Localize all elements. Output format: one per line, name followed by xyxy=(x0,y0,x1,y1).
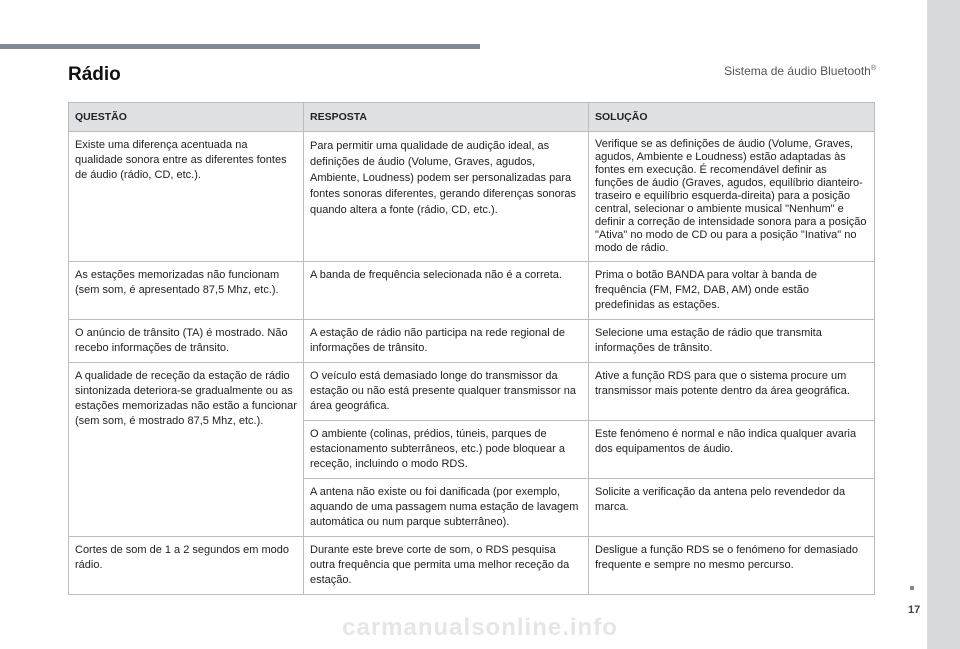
solution-cell: Prima o botão BANDA para voltar à banda de frequência (FM, FM2, DAB, AM) onde estão predefinidas as estações. xyxy=(589,262,875,320)
table-row xyxy=(69,537,875,595)
solution-cell: Ative a função RDS para que o sistema procure um transmissor mais potente dentro da área geográfica. xyxy=(589,363,875,421)
chapter-title: Sistema de áudio Bluetooth® xyxy=(724,64,876,78)
answer-cell: Durante este breve corte de som, o RDS pesquisa outra frequência que permita uma melhor receção da estação. xyxy=(304,537,589,595)
question-cell: Existe uma diferença acentuada na qualidade sonora entre as diferentes fontes de áudio (rádio, CD, etc.). xyxy=(69,132,304,262)
answer-cell: A antena não existe ou foi danificada (por exemplo, aquando de uma passagem numa estação de lavagem automática ou num parque subterrâneo). xyxy=(304,479,589,537)
solution-cell: Verifique se as definições de áudio (Volume, Graves, agudos, Ambiente e Loudness) estão adaptadas às fontes em execução. É recomendável definir as funções de áudio (Graves, agudos, equilíbrio dianteiro-traseiro e equilíbrio esquerda-direita) para a posição central, selecionar o ambiente musical "Nenhum" e definir a correção de intensidade sonora para a posição "Ativa" no modo de CD ou para a posição "Inativa" no modo de rádio. xyxy=(589,132,875,262)
solution-cell: Solicite a verificação da antena pelo revendedor da marca. xyxy=(589,479,875,537)
page-title: Rádio xyxy=(68,64,121,85)
answer-cell: O veículo está demasiado longe do transmissor da estação ou não está presente qualquer transmissor na área geográfica. xyxy=(304,363,589,421)
page-number: 17 xyxy=(908,604,921,616)
table-row xyxy=(69,132,875,262)
troubleshooting-table xyxy=(68,102,875,595)
answer-cell: A estação de rádio não participa na rede regional de informações de trânsito. xyxy=(304,320,589,363)
page-marker-dot xyxy=(910,586,914,590)
question-cell: Cortes de som de 1 a 2 segundos em modo rádio. xyxy=(69,537,304,595)
watermark: carmanualsonline.info xyxy=(342,614,618,641)
solution-cell: Selecione uma estação de rádio que transmita informações de trânsito. xyxy=(589,320,875,363)
answer-cell: Para permitir uma qualidade de audição ideal, as definições de áudio (Volume, Graves, agudos, Ambiente, Loudness) podem ser personalizadas para fontes sonoras diferentes, gerando diferenças sonoras quando altera a fonte (rádio, CD, etc.). xyxy=(304,132,589,262)
question-cell: O anúncio de trânsito (TA) é mostrado. Não recebo informações de trânsito. xyxy=(69,320,304,363)
solution-cell: Desligue a função RDS se o fenómeno for demasiado frequente e sempre no mesmo percurso. xyxy=(589,537,875,595)
column-header-answer: RESPOSTA xyxy=(304,103,589,132)
table-row xyxy=(69,320,875,363)
answer-cell: A banda de frequência selecionada não é a correta. xyxy=(304,262,589,320)
column-header-solution: SOLUÇÃO xyxy=(589,103,875,132)
question-cell: A qualidade de receção da estação de rádio sintonizada deteriora-se gradualmente ou as estações memorizadas não estão a funcionar (sem som, é mostrado 87,5 Mhz, etc.). xyxy=(69,363,304,537)
solution-cell: Este fenómeno é normal e não indica qualquer avaria dos equipamentos de áudio. xyxy=(589,421,875,479)
header-rule xyxy=(0,44,480,49)
column-header-question: QUESTÃO xyxy=(69,103,304,132)
table-header-row xyxy=(69,103,875,132)
page-edge-tab xyxy=(927,0,960,649)
table-row xyxy=(69,262,875,320)
answer-cell: O ambiente (colinas, prédios, túneis, parques de estacionamento subterrâneos, etc.) pode bloquear a receção, incluindo o modo RDS. xyxy=(304,421,589,479)
question-cell: As estações memorizadas não funcionam (sem som, é apresentado 87,5 Mhz, etc.). xyxy=(69,262,304,320)
table-row xyxy=(69,363,875,421)
